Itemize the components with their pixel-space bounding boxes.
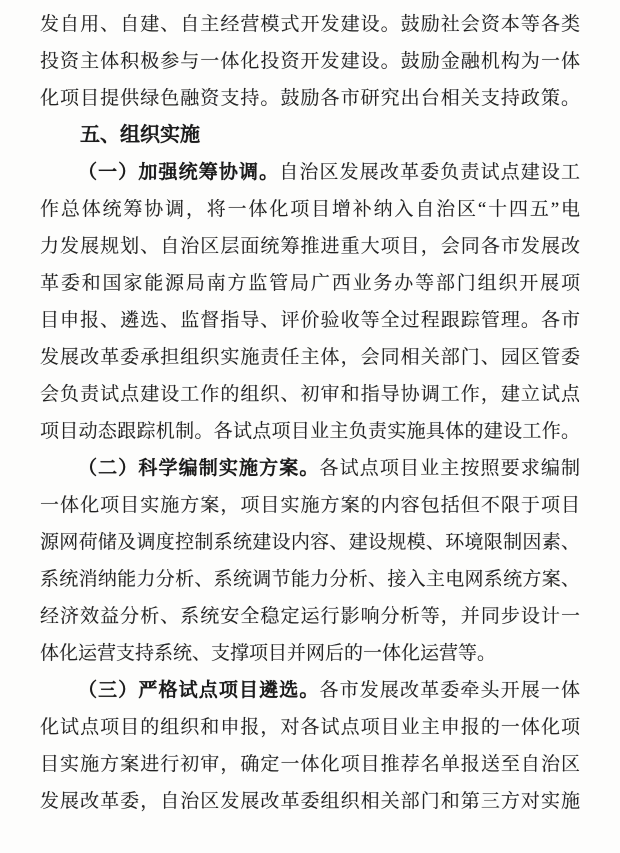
subsection-coordination xyxy=(40,154,580,450)
subsection-title: （三）严格试点项目遴选。 xyxy=(78,680,320,701)
paragraph-continuation xyxy=(40,6,580,117)
text-line: 目申报、遴选、监督指导、评价验收等全过程跟踪管理。各市 xyxy=(40,310,580,331)
text-line: 一体化项目实施方案，项目实施方案的内容包括但不限于项目 xyxy=(40,495,580,516)
subsection-project-selection xyxy=(40,672,580,820)
text-line: 项目动态跟踪机制。各试点项目业主负责实施具体的建设工作。 xyxy=(40,421,580,442)
section-heading: 五、组织实施 xyxy=(80,124,200,146)
text-line: 力发展规划、自治区层面统筹推进重大项目，会同各市发展改 xyxy=(40,236,580,257)
text-line: 化试点项目的组织和申报，对各试点项目业主申报的一体化项 xyxy=(40,717,580,738)
text-line xyxy=(40,672,580,709)
text-line: 体化运营支持系统、支撑项目并网后的一体化运营等。 xyxy=(40,643,497,664)
text-line: 发展改革委，自治区发展改革委组织相关部门和第三方对实施 xyxy=(40,791,580,812)
lead-text: 自治区发展改革委负责试点建设工 xyxy=(279,162,580,183)
text-line xyxy=(40,154,580,191)
text-line xyxy=(40,450,580,487)
text-line: 发展改革委承担组织实施责任主体，会同相关部门、园区管委 xyxy=(40,347,580,368)
text-line: 作总体统筹协调，将一体化项目增补纳入自治区“十四五”电 xyxy=(40,199,580,220)
text-line: 会负责试点建设工作的组织、初审和指导协调工作，建立试点 xyxy=(40,384,580,405)
lead-text: 各试点项目业主按照要求编制 xyxy=(319,458,580,479)
text-line: 化项目提供绿色融资支持。鼓励各市研究出台相关支持政策。 xyxy=(40,88,580,109)
text-line: 投资主体积极参与一体化投资开发建设。鼓励金融机构为一体 xyxy=(40,51,580,72)
lead-text: 各市发展改革委牵头开展一体 xyxy=(319,680,580,701)
text-line: 目实施方案进行初审，确定一体化项目推荐名单报送至自治区 xyxy=(40,754,580,775)
text-line: 源网荷储及调度控制系统建设内容、建设规模、环境限制因素、 xyxy=(40,532,580,553)
text-line: 革委和国家能源局南方监管局广西业务办等部门组织开展项 xyxy=(40,273,580,294)
text-line: 系统消纳能力分析、系统调节能力分析、接入主电网系统方案、 xyxy=(40,569,580,590)
text-line: 经济效益分析、系统安全稳定运行影响分析等，并同步设计一 xyxy=(40,606,580,627)
text-line: 发自用、自建、自主经营模式开发建设。鼓励社会资本等各类 xyxy=(40,14,580,35)
subsection-title: （二）科学编制实施方案。 xyxy=(78,458,320,479)
subsection-implementation-plan xyxy=(40,450,580,672)
subsection-title: （一）加强统筹协调。 xyxy=(78,162,280,183)
